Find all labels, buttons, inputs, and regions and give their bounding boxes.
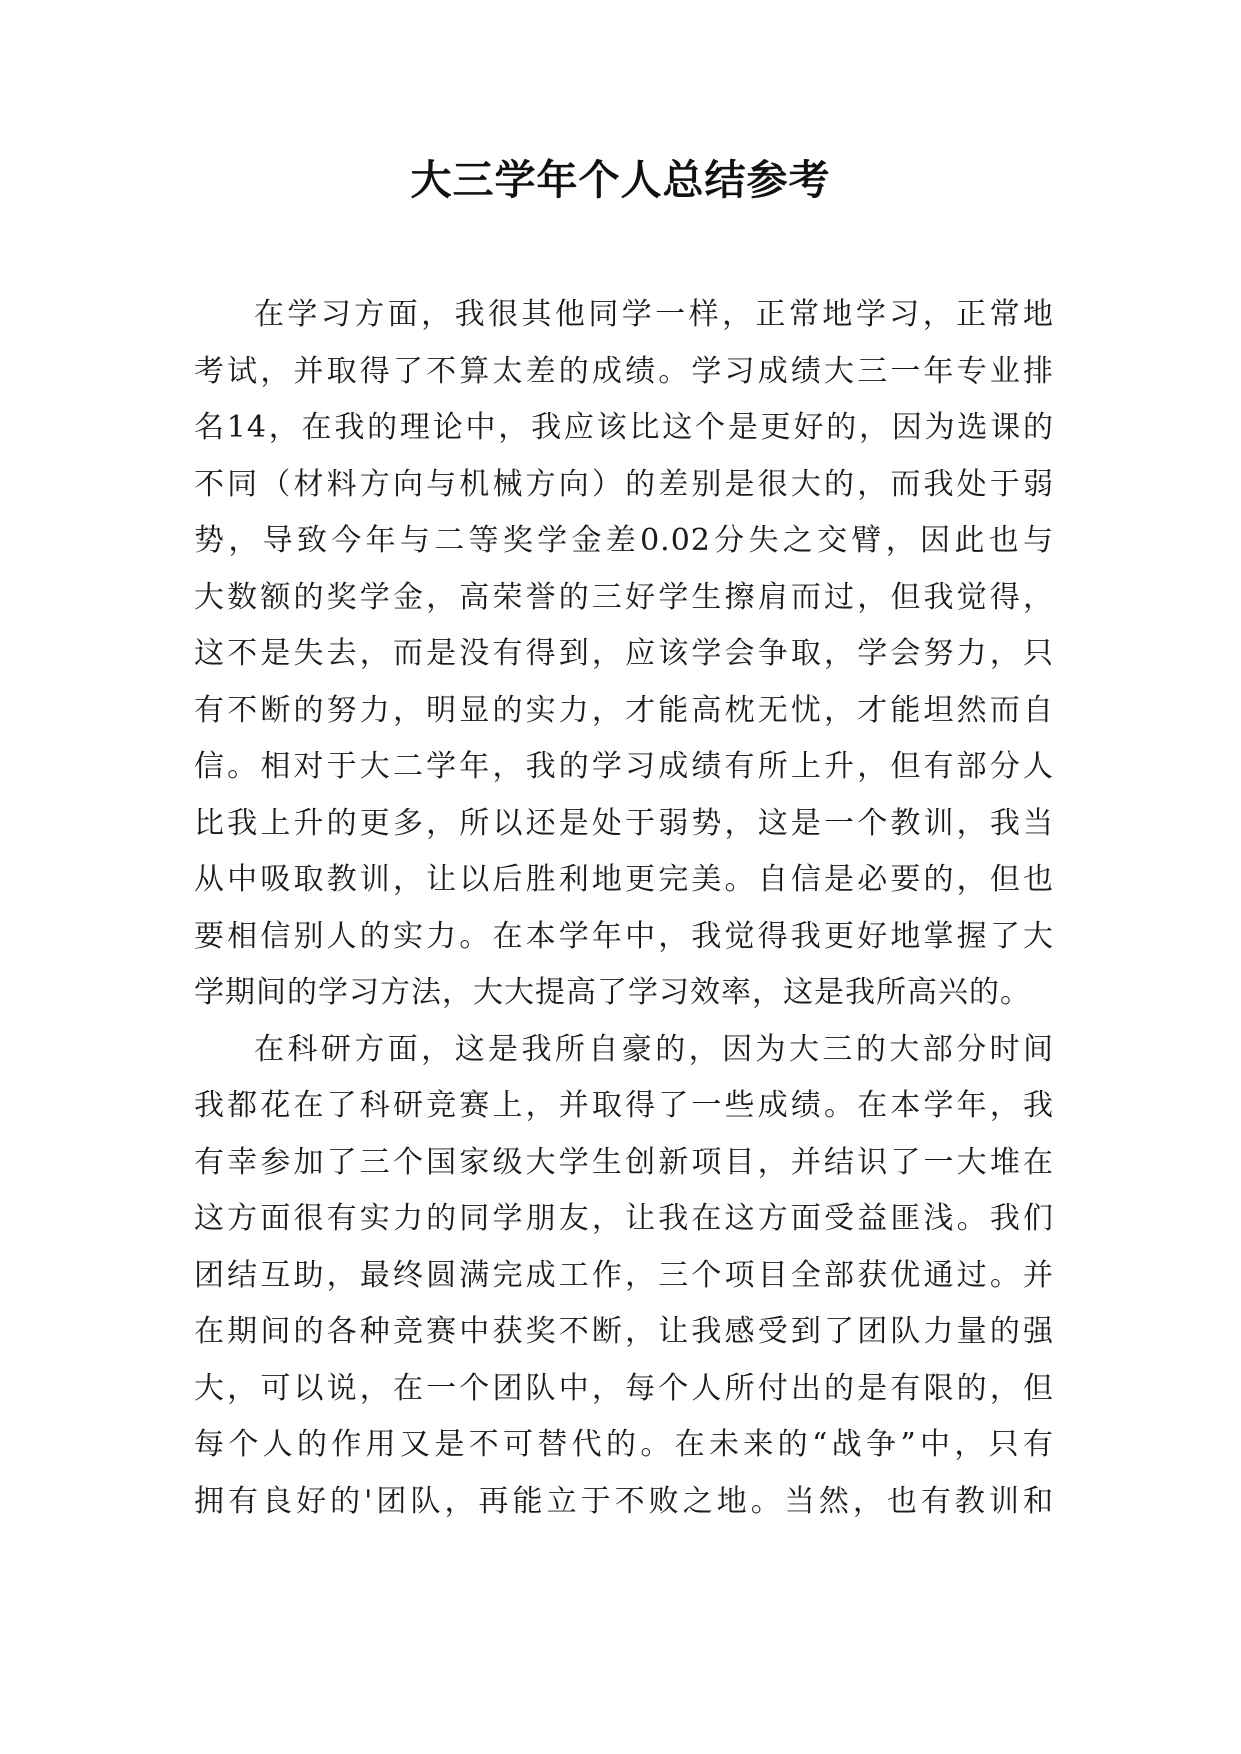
body-line: 名14，在我的理论中，我应该比这个是更好的，因为选课的 (194, 410, 1054, 445)
body-line: 不同（材料方向与机械方向）的差别是很大的，而我处于弱 (194, 466, 1054, 502)
body-line: 大数额的奖学金，高荣誉的三好学生擦肩而过，但我觉得， (194, 579, 1054, 615)
body-line: 这不是失去，而是没有得到，应该学会争取，学会努力，只 (194, 636, 1054, 671)
body-line: 这方面很有实力的同学朋友，让我在这方面受益匪浅。我们 (194, 1201, 1054, 1236)
document-title: 大三学年个人总结参考 (410, 156, 831, 204)
body-line: 学期间的学习方法，大大提高了学习效率，这是我所高兴的。 (194, 975, 1031, 1010)
body-line: 考试，并取得了不算太差的成绩。学习成绩大三一年专业排 (194, 353, 1054, 389)
body-line: 从中吸取教训，让以后胜利地更完美。自信是必要的，但也 (194, 862, 1054, 897)
body-line: 有不断的努力，明显的实力，才能高枕无忧，才能坦然而自 (194, 692, 1054, 728)
body-line: 在科研方面，这是我所自豪的，因为大三的大部分时间 (254, 1031, 1054, 1067)
body-line: 信。相对于大二学年，我的学习成绩有所上升，但有部分人 (194, 749, 1054, 784)
body-line: 势，导致今年与二等奖学金差0.02分失之交臂，因此也与 (194, 523, 1054, 558)
body-line: 我都花在了科研竞赛上，并取得了一些成绩。在本学年，我 (194, 1088, 1054, 1123)
body-line: 每个人的作用又是不可替代的。在未来的“战争”中，只有 (194, 1427, 1054, 1462)
body-line: 团结互助，最终圆满完成工作，三个项目全部获优通过。并 (194, 1257, 1054, 1293)
body-line: 在学习方面，我很其他同学一样，正常地学习，正常地 (254, 297, 1054, 332)
body-line: 在期间的各种竞赛中获奖不断，让我感受到了团队力量的强 (194, 1314, 1054, 1349)
document-body (194, 287, 1054, 1530)
body-line: 有幸参加了三个国家级大学生创新项目，并结识了一大堆在 (194, 1144, 1054, 1180)
body-line: 拥有良好的'团队，再能立于不败之地。当然，也有教训和 (194, 1483, 1054, 1519)
body-line: 大，可以说，在一个团队中，每个人所付出的是有限的，但 (194, 1370, 1054, 1406)
body-line: 要相信别人的实力。在本学年中，我觉得我更好地掌握了大 (194, 918, 1054, 954)
body-line: 比我上升的更多，所以还是处于弱势，这是一个教训，我当 (194, 805, 1054, 841)
